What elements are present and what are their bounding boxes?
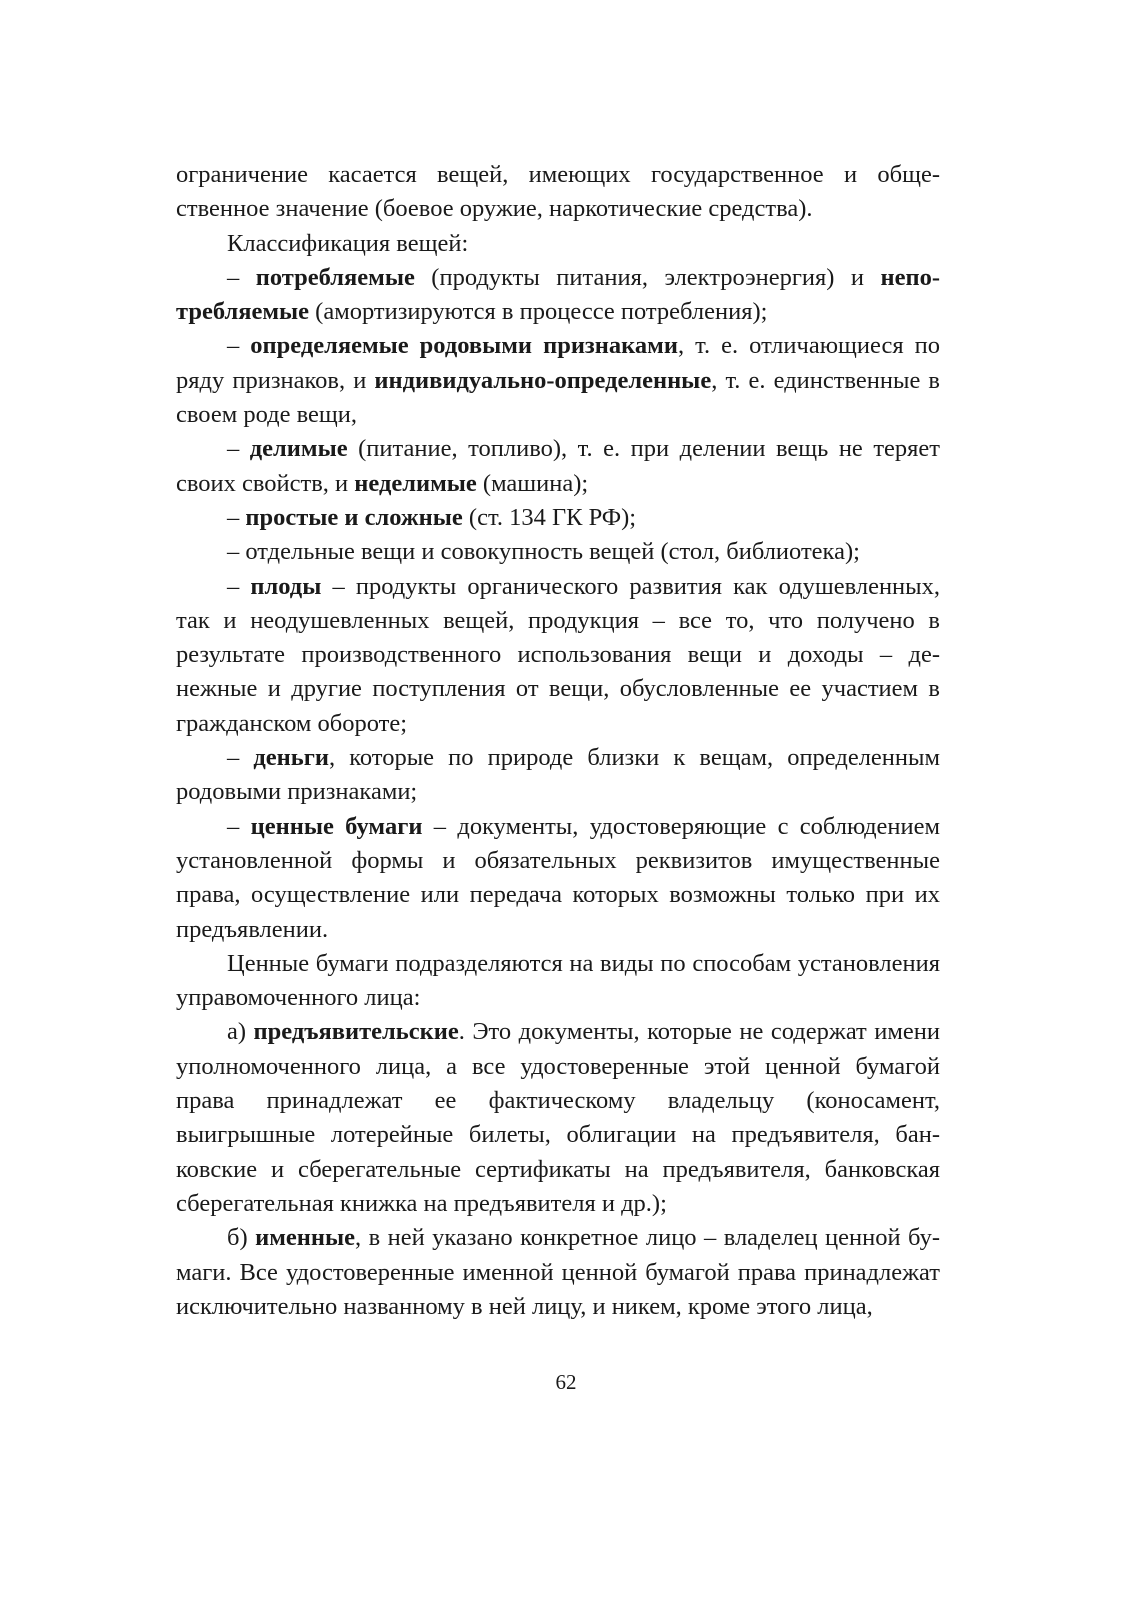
paragraph bbox=[176, 1015, 940, 1221]
bold-term: определяемые родовыми признаками bbox=[250, 332, 678, 360]
paragraph bbox=[176, 261, 940, 330]
text-run: Классификация вещей: bbox=[227, 229, 469, 257]
bold-term: простые и сложные bbox=[245, 503, 463, 531]
bold-term: индивидуально-определенные bbox=[374, 366, 712, 394]
text-run: – документы, удостоверяющие с соблюдением установленной формы и обязательных реквизитов имущественные права, осуществление или передача которых возможны только при их предъявлении. bbox=[176, 812, 941, 943]
paragraph bbox=[176, 1221, 940, 1324]
text-run: – продукты органического развития как одушевленных, так и неодушевленных вещей, продукция – все то, что получено в результате производственного использования вещи и доходы – денежные и другие поступления от вещи, обусловленные ее участием в гражданском обороте; bbox=[176, 572, 940, 737]
paragraph bbox=[176, 810, 940, 947]
text-run: а) bbox=[227, 1018, 254, 1046]
text-run: . Это документы, которые не содержат имени уполномоченного лица, а все удостоверенные этой ценной бумагой права принадлежат ее фактическому владельцу (коносамент, выигрышные лотерейные билеты, облигации на предъявителя, банковские и сберегательные сертификаты на предъявителя, банковская сберегательная книжка на предъявителя и др.); bbox=[176, 1018, 940, 1217]
bold-term: потребляемые bbox=[255, 263, 415, 291]
bold-term: предъявительские bbox=[253, 1018, 459, 1046]
text-run: – bbox=[227, 332, 251, 360]
text-run: – bbox=[227, 503, 246, 531]
bold-term: плоды bbox=[250, 572, 322, 600]
bold-term: делимые bbox=[249, 435, 348, 463]
text-run: – bbox=[227, 572, 251, 600]
paragraph bbox=[176, 227, 940, 261]
text-run: ограничение касается вещей, имеющих государственное и общественное значение (боевое оружие, наркотические средства). bbox=[176, 161, 940, 223]
paragraph bbox=[176, 570, 940, 741]
text-run: – bbox=[227, 435, 250, 463]
paragraph bbox=[176, 432, 940, 501]
paragraph bbox=[176, 501, 940, 535]
paragraph bbox=[176, 535, 940, 569]
paragraph bbox=[176, 329, 940, 432]
text-run: (машина); bbox=[476, 469, 589, 497]
text-run: , т. е. отличающиеся по ряду признаков, и bbox=[176, 332, 940, 394]
bold-term: именные bbox=[255, 1224, 355, 1252]
paragraph bbox=[176, 741, 940, 810]
bold-term: ценные бумаги bbox=[250, 812, 423, 840]
text-run: – bbox=[227, 744, 254, 772]
text-run: – bbox=[227, 263, 256, 291]
text-run: (продукты питания, электроэнергия) и bbox=[414, 263, 881, 291]
paragraph bbox=[176, 158, 940, 227]
text-run: Ценные бумаги подразделяются на виды по способам установления управомоченного лица: bbox=[176, 949, 940, 1012]
page-number: 62 bbox=[555, 1370, 577, 1394]
bold-term: неделимые bbox=[354, 469, 477, 497]
text-run: (ст. 134 ГК РФ); bbox=[462, 503, 637, 531]
bold-term: непотребляемые bbox=[176, 263, 940, 326]
paragraph bbox=[176, 947, 940, 1016]
bold-term: деньги bbox=[253, 744, 329, 772]
text-run: (питание, топливо), т. е. при делении вещь не теряет своих свойств, и bbox=[176, 435, 941, 497]
text-run: – bbox=[227, 812, 251, 840]
body-text bbox=[176, 158, 940, 1324]
text-run: – отдельные вещи и совокупность вещей (стол, библиотека); bbox=[227, 538, 860, 566]
text-run: б) bbox=[227, 1224, 256, 1252]
text-run: , которые по природе близки к вещам, определенным родовыми признаками; bbox=[176, 744, 940, 806]
text-run: (амортизируются в процессе потребления); bbox=[309, 298, 768, 326]
text-run: , в ней указано конкретное лицо – владелец ценной бумаги. Все удостоверенные именной ценной бумагой права принадлежат исключительно названному в ней лицу, и никем, кроме этого лица, bbox=[176, 1224, 940, 1320]
text-run: , т. е. единственные в своем роде вещи, bbox=[176, 366, 940, 429]
